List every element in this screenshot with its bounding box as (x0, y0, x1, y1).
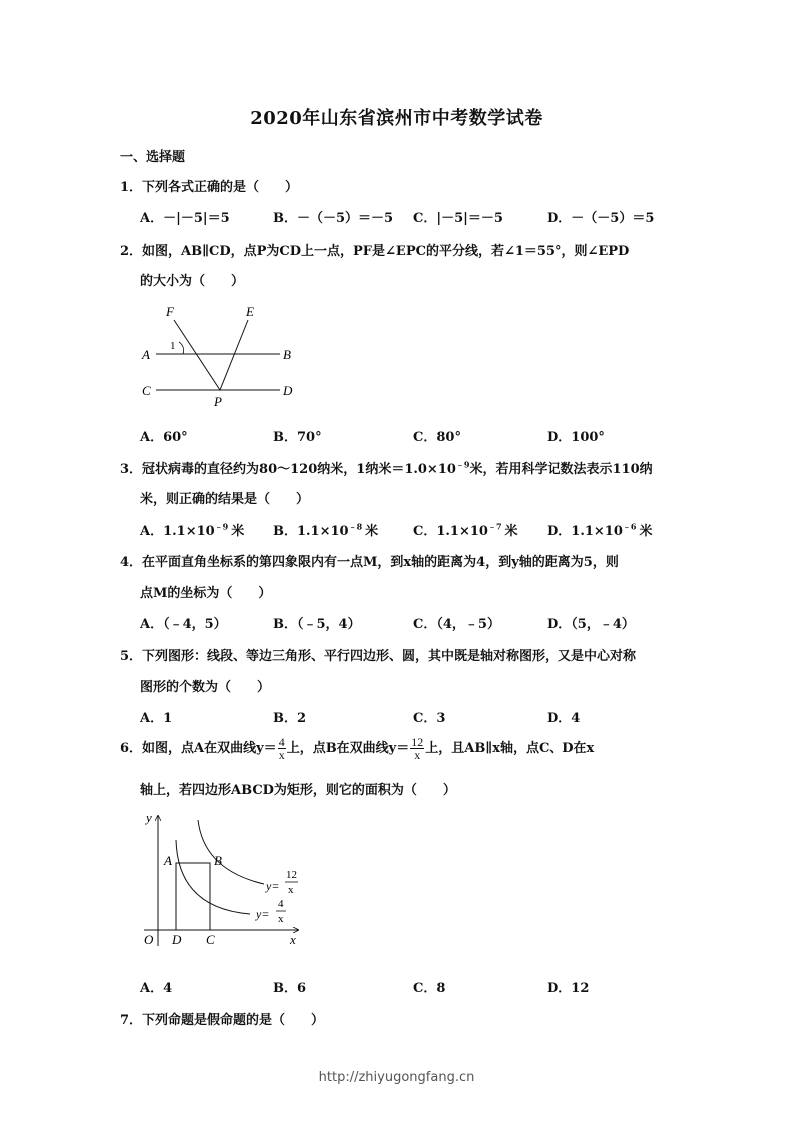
q5-option-c: C．3 (413, 711, 446, 726)
q3-line1-part-a: 3．冠状病毒的直径约为80～120纳米，1纳米＝1.0×10 (120, 462, 456, 477)
q6-fraction-12-over-x (410, 736, 424, 761)
q4-option-b: B．（﹣5，4） (273, 617, 361, 632)
q3-option-d (547, 520, 652, 539)
label-b: B (214, 853, 222, 868)
q2-figure (136, 300, 306, 412)
q5-option-b: B．2 (273, 711, 307, 726)
q4-option-a: A．（﹣4，5） (140, 617, 227, 632)
q1-option-d: D．－（－5）＝5 (547, 211, 655, 226)
q6-line1-part-c: 上，且AB∥x轴，点C、D在x (425, 741, 595, 756)
curve2-numerator: 4 (278, 898, 284, 910)
q5-option-d: D．4 (547, 711, 581, 726)
q6-option-a: A．4 (140, 981, 173, 996)
label-x-axis: x (290, 932, 296, 947)
rectangle-abcd (176, 863, 210, 930)
q3-option-c-exp: ﹣7 (487, 521, 502, 532)
q4-option-d: D．（5，﹣4） (547, 617, 635, 632)
q5-option-a: A．1 (140, 711, 173, 726)
q6-frac1-numerator: 4 (278, 735, 285, 749)
question-6-line2: 轴上，若四边形ABCD为矩形，则它的面积为（ ） (140, 783, 456, 798)
q1-option-c: C．|－5|＝－5 (413, 211, 503, 226)
q3-option-b (273, 520, 378, 539)
question-3-line2: 米，则正确的结果是（ ） (140, 492, 310, 507)
curve1-denominator: x (288, 884, 294, 896)
q6-option-b: B．6 (273, 981, 307, 996)
q2-option-b: B．70° (273, 430, 322, 445)
q3-option-b-unit: 米 (365, 524, 379, 539)
question-4-line2: 点M的坐标为（ ） (140, 586, 272, 601)
question-2-line2: 的大小为（ ） (140, 274, 245, 289)
curve1-numerator: 12 (286, 869, 297, 881)
q1-option-a: A．－|－5|＝5 (140, 211, 230, 226)
question-2-line1: 2．如图，AB∥CD，点P为CD上一点，PF是∠EPC的平分线，若∠1＝55°，则∠EPD (120, 244, 630, 259)
label-a: A (164, 853, 172, 868)
q3-option-c-base: C．1.1×10 (413, 524, 488, 539)
q2-option-c: C．80° (413, 430, 461, 445)
question-1-stem: 1．下列各式正确的是（ ） (120, 180, 299, 195)
q2-option-a: A．60° (140, 430, 188, 445)
label-d: D (172, 932, 182, 947)
curve-12-over-x (198, 820, 264, 884)
question-5-line1: 5．下列图形：线段、等边三角形、平行四边形、圆，其中既是轴对称图形，又是中心对称 (120, 649, 637, 664)
q3-option-d-unit: 米 (639, 524, 653, 539)
q2-option-d: D．100° (547, 430, 605, 445)
q6-frac2-denominator: x (414, 748, 421, 762)
label-b: B (283, 347, 291, 362)
q3-option-a (140, 520, 244, 539)
q6-figure (138, 808, 308, 950)
q3-option-d-base: D．1.1×10 (547, 524, 623, 539)
question-3-line1 (120, 458, 653, 477)
question-6-line1 (120, 736, 594, 761)
q3-option-a-exp: ﹣9 (214, 521, 229, 532)
q6-fraction-4-over-x (278, 736, 286, 761)
label-p: P (214, 394, 222, 409)
q3-option-a-base: A．1.1×10 (140, 524, 215, 539)
q6-frac2-numerator: 12 (411, 735, 424, 749)
q3-option-c-unit: 米 (504, 524, 518, 539)
label-d: D (283, 383, 293, 398)
curve1-eq-prefix: y= (266, 879, 280, 893)
curve2-denominator: x (278, 913, 284, 925)
label-a: A (142, 347, 150, 362)
q4-option-c: C．（4，﹣5） (413, 617, 500, 632)
q6-line1-part-a: 6．如图，点A在双曲线y＝ (120, 741, 277, 756)
section-heading: 一、选择题 (120, 150, 186, 165)
question-4-line1: 4．在平面直角坐标系的第四象限内有一点M，到x轴的距离为4，到y轴的距离为5，则 (120, 555, 619, 570)
curve-4-over-x (176, 840, 250, 914)
q3-option-b-base: B．1.1×10 (273, 524, 349, 539)
label-origin: O (144, 932, 154, 947)
question-5-line2: 图形的个数为（ ） (140, 680, 271, 695)
q3-option-d-exp: ﹣6 (622, 521, 637, 532)
label-e: E (246, 304, 254, 319)
q6-option-d: D．12 (547, 981, 590, 996)
angle-1-arc (179, 342, 184, 354)
q3-line1-part-b: 米，若用科学记数法表示110纳 (469, 462, 653, 477)
question-7-stem: 7．下列命题是假命题的是（ ） (120, 1013, 325, 1028)
q6-line1-part-b: 上，点B在双曲线y＝ (286, 741, 410, 756)
label-c: C (142, 383, 151, 398)
q1-option-b: B．－（－5）＝－5 (273, 211, 394, 226)
q3-line1-exponent: ﹣9 (455, 459, 470, 470)
footer-url[interactable]: http://zhiyugongfang.cn (318, 1070, 475, 1085)
ray-pf (174, 320, 220, 390)
q3-option-a-unit: 米 (231, 524, 245, 539)
q3-option-c (413, 520, 518, 539)
label-f: F (166, 304, 174, 319)
q6-option-c: C．8 (413, 981, 446, 996)
label-c: C (206, 932, 215, 947)
label-angle-1: 1 (170, 340, 176, 352)
q3-option-b-exp: ﹣8 (348, 521, 363, 532)
label-y-axis: y (146, 810, 152, 825)
q6-frac1-denominator: x (278, 748, 285, 762)
curve2-eq-prefix: y= (256, 907, 270, 921)
page-title: 2020年山东省滨州市中考数学试卷 (250, 108, 543, 129)
ray-pe (220, 320, 248, 390)
